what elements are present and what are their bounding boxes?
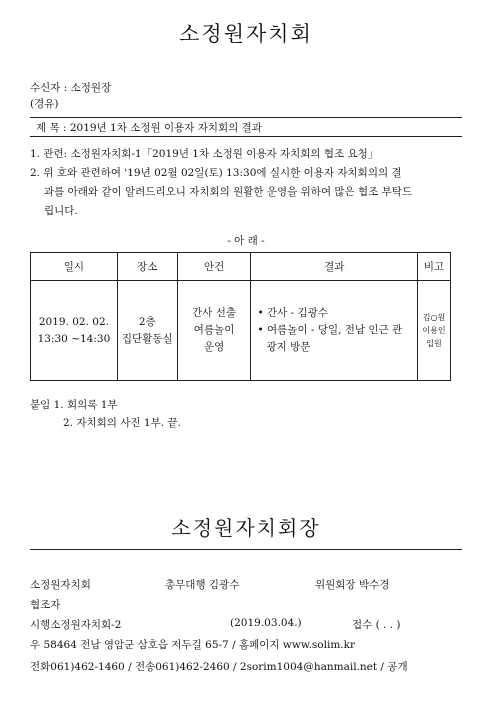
footer-doc-date: (2019.03.04.)	[230, 617, 302, 629]
footer-vice-chair: 위원회장 박수경	[315, 579, 390, 591]
table-row	[31, 281, 451, 381]
note-line-1: 김○원	[422, 313, 446, 322]
cell-place	[117, 281, 177, 381]
footer-contact: 전화061)462-1460 / 전송061)462-2460 / 2sorim1004@hanmail.net / 공개	[30, 661, 408, 673]
header-agenda: 안건	[177, 253, 251, 281]
note-line-3: 입원	[426, 339, 442, 348]
header-date: 일시	[31, 253, 118, 281]
subject-line: 제 목 : 2019년 1차 소정원 이용자 자치회의 결과	[30, 117, 462, 137]
footer-secretary: 총무대행 김광수	[165, 579, 240, 591]
body-line-4: 립니다.	[44, 205, 78, 217]
footer-address: 우 58464 전남 영암군 삼호읍 저두길 65-7 / 홈페이지 www.solim.kr	[30, 639, 356, 651]
document-title: 소정원자치회	[179, 22, 313, 46]
agenda-line-3: 운영	[203, 341, 225, 353]
cell-note	[418, 281, 451, 381]
date-line-2: 13:30 ~14:30	[37, 332, 111, 345]
agenda-line-2: 여름놀이	[193, 324, 235, 336]
recipient: 수신자 : 소정원장	[30, 82, 112, 94]
agenda-line-1: 간사 선출	[192, 307, 237, 319]
body-line-3: 과를 아래와 같이 알려드리오니 자치회의 원활한 운영을 위하여 많은 협조 부탁드	[44, 186, 413, 198]
header-note: 비고	[418, 253, 451, 281]
cell-agenda	[177, 281, 251, 381]
header-result: 결과	[251, 253, 418, 281]
result-line-2: • 여름놀이 - 당일, 전남 인근 관	[257, 324, 403, 336]
footer-org: 소정원자치회	[30, 579, 91, 591]
attachment-line-2: 2. 자치회의 사진 1부. 끝.	[63, 417, 181, 429]
result-line-1: • 간사 - 김광수	[257, 307, 328, 319]
below-label: - 아 래 -	[227, 235, 265, 247]
date-line-1: 2019. 02. 02.	[38, 315, 109, 328]
note-line-2: 이용인	[422, 326, 446, 335]
body-line-1: 1. 관련: 소정원자치회-1「2019년 1차 소정원 이용자 자치회의 협조 요청」	[30, 148, 379, 160]
footer-doc-no: 시행소정원자치회-2	[30, 619, 122, 631]
header-place: 장소	[117, 253, 177, 281]
results-table	[30, 252, 451, 381]
cell-date	[31, 281, 118, 381]
body-line-2: 2. 위 호와 관련하여 '19년 02월 02일(토) 13:30에 실시한 이용자 자치회의의 결	[30, 167, 402, 179]
place-line-1: 2층	[138, 315, 156, 328]
cell-result	[251, 281, 418, 381]
attachment-line-1: 붙임 1. 회의록 1부	[30, 399, 118, 411]
footer-receipt: 접수 ( . . )	[352, 619, 401, 631]
result-line-3: 광지 방문	[266, 341, 311, 353]
table-header-row	[31, 253, 451, 281]
signature-title: 소정원자치회장	[171, 516, 321, 540]
via: (경유)	[30, 98, 59, 110]
footer-divider	[30, 549, 462, 550]
place-line-2: 집단활동실	[121, 332, 173, 345]
footer-cooperator: 협조자	[30, 599, 61, 611]
